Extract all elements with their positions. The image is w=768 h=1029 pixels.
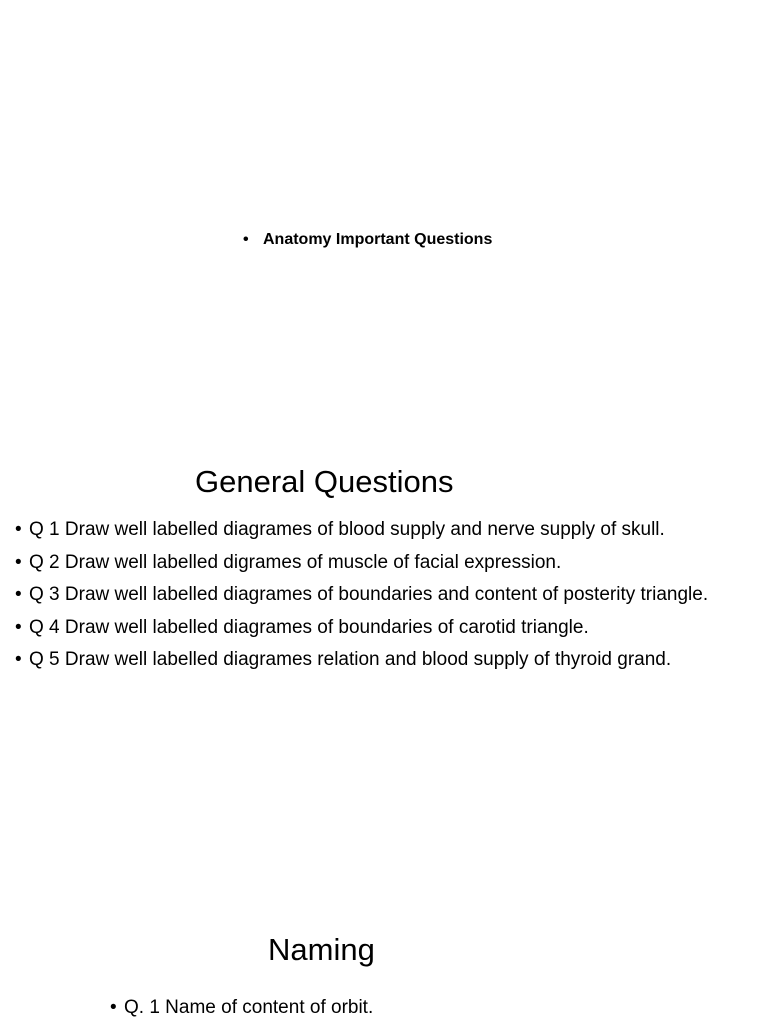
general-questions-list	[15, 518, 765, 681]
bullet-icon: •	[15, 519, 22, 540]
bullet-icon: •	[15, 584, 22, 605]
bullet-icon: •	[15, 616, 22, 638]
naming-heading: Naming	[268, 932, 375, 967]
question-text: Q 5 Draw well labelled diagrames relation and blood supply of thyroid grand.	[29, 649, 672, 670]
question-text: Q 4 Draw well labelled diagrames of boundaries of carotid triangle.	[29, 616, 589, 638]
bullet-icon: •	[243, 231, 249, 248]
question-item	[15, 518, 765, 542]
question-text: Q 1 Draw well labelled diagrames of blood supply and nerve supply of skull.	[29, 519, 665, 540]
question-item	[15, 583, 765, 607]
question-item	[15, 551, 765, 575]
document-title-text: Anatomy Important Questions	[263, 231, 493, 248]
question-text: Q 2 Draw well labelled digrames of muscle of facial expression.	[29, 551, 562, 573]
general-questions-heading: General Questions	[195, 464, 454, 499]
question-text: Q. 1 Name of content of orbit.	[124, 997, 374, 1018]
bullet-icon: •	[15, 649, 22, 670]
question-text: Q 3 Draw well labelled diagrames of boundaries and content of posterity triangle.	[29, 584, 709, 605]
question-item	[15, 616, 765, 640]
question-item	[110, 996, 710, 1020]
bullet-icon: •	[110, 997, 117, 1018]
question-item	[15, 648, 765, 672]
bullet-icon: •	[15, 551, 22, 573]
document-title	[243, 230, 492, 250]
